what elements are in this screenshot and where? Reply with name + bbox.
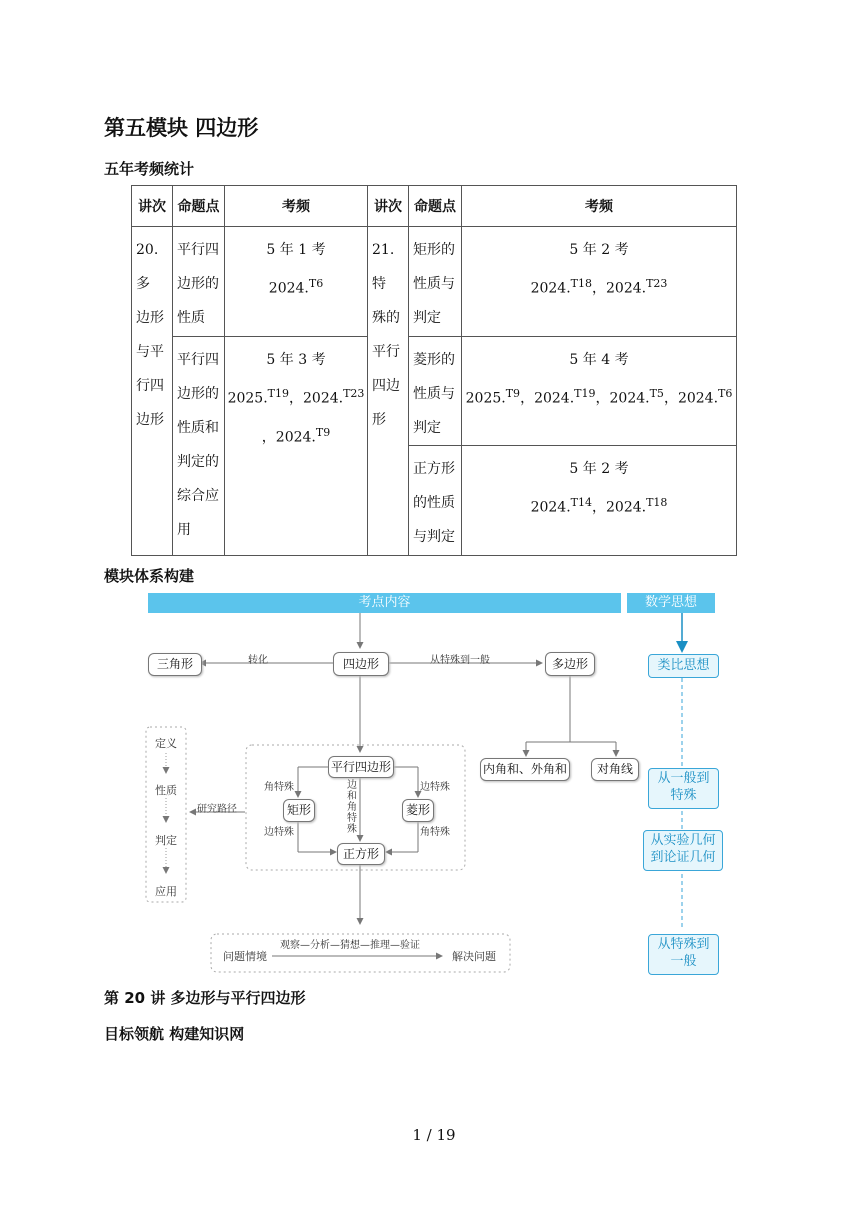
node-quadrilateral: 四边形 (333, 652, 389, 676)
right-point-cell (409, 227, 462, 337)
point-line: 平行四 (177, 242, 219, 258)
point-line: 边形的 (177, 386, 219, 402)
point-line: 菱形的 (413, 352, 455, 368)
right-freq-cell (462, 337, 737, 446)
ref-year: 2024. (530, 499, 571, 516)
table-header-row (132, 186, 737, 227)
freq-refs (462, 267, 736, 306)
ref-question: T23 (343, 387, 365, 400)
left-freq-text (225, 227, 367, 306)
freq-count: 5 年 3 考 (266, 352, 326, 368)
right-freq-text (462, 446, 736, 525)
right-point-text (409, 446, 461, 554)
point-line: 性质与 (413, 276, 455, 292)
right-lecture-cell (368, 227, 409, 556)
freq-refs: 2025.$^{T19}$，2024.$^{T23}$ (227, 387, 365, 407)
ref-year: ，2024. (261, 429, 316, 446)
point-line: 的性质 (413, 495, 455, 511)
point-line: 边形的 (177, 276, 219, 292)
ref-year: 2024. (609, 390, 650, 407)
thinking-special-to-general: 从特殊到 一般 (648, 934, 719, 975)
lecture-line: 20.多 (136, 242, 159, 292)
ref-question: T9 (505, 387, 521, 400)
freq-count: 5 年 2 考 (569, 461, 629, 477)
left-freq-text (225, 337, 367, 454)
label-side-special-left: 边特殊 (264, 827, 294, 838)
right-freq-cell (462, 446, 737, 556)
ref-question: T5 (649, 387, 664, 400)
right-point-cell (409, 337, 462, 446)
lecture-line: 与平 (136, 344, 164, 360)
right-lecture-text (368, 227, 408, 437)
ref-question: T23 (646, 277, 668, 290)
system-heading: 模块体系构建 (104, 567, 195, 585)
node-parallelogram: 平行四边形 (328, 756, 394, 778)
left-point-cell (173, 337, 225, 556)
freq-count: 5 年 2 考 (569, 242, 629, 258)
step-property: 性质 (155, 784, 177, 797)
node-rectangle: 矩形 (283, 799, 315, 822)
label-research-path: 研究路径 (197, 804, 237, 815)
label-process: 观察—分析—猜想—推理—验证 (280, 940, 420, 951)
left-freq-cell (225, 227, 368, 337)
target-heading: 目标领航 构建知识网 (104, 1025, 245, 1043)
ref-question: T18 (646, 496, 668, 509)
node-triangle: 三角形 (148, 653, 202, 676)
frequency-table (131, 185, 737, 556)
ref-year: 2025. (465, 390, 506, 407)
ref-sep: ， (663, 390, 678, 407)
label-convert: 转化 (248, 655, 268, 666)
freq-refs (225, 267, 367, 306)
lecture-line: 形 (372, 412, 386, 428)
point-line: 性质 (177, 310, 205, 326)
right-point-text (409, 227, 461, 335)
table-row (132, 227, 737, 337)
lecture-line: 行四 (136, 378, 164, 394)
left-point-cell (173, 227, 225, 337)
freq-refs (225, 416, 367, 455)
node-solve-problem: 解决问题 (452, 950, 496, 963)
lecture-line: 平行 (372, 344, 400, 360)
ref-year: 2024. (606, 280, 647, 297)
ref-year: 2024. (530, 280, 571, 297)
label-angle-special-right: 角特殊 (420, 827, 450, 838)
left-lecture-text (132, 227, 172, 437)
lecture-line: 21.特 (372, 242, 395, 292)
lecture-line: 殊的 (372, 310, 400, 326)
label-side-special-right: 边特殊 (420, 782, 450, 793)
point-line: 判定 (413, 310, 441, 326)
stats-heading: 五年考频统计 (104, 160, 195, 178)
ref-question: T9 (315, 425, 331, 439)
label-special-to-general: 从特殊到一般 (430, 655, 490, 666)
module-title: 第五模块 四边形 (104, 116, 259, 140)
point-line: 判定 (413, 420, 441, 436)
lecture-line: 边形 (136, 310, 164, 326)
ref-year: 2024. (303, 390, 344, 407)
node-diagonal: 对角线 (591, 758, 639, 781)
ref-question: T14 (570, 496, 592, 509)
point-line: 矩形的 (413, 242, 455, 258)
ref-question: T6 (718, 387, 733, 400)
table-row (132, 337, 737, 446)
header-point: 命题点 (173, 186, 225, 227)
banner-main: 考点内容 (358, 595, 411, 610)
right-point-cell (409, 446, 462, 556)
node-rhombus: 菱形 (402, 799, 434, 822)
point-line: 综合应 (177, 488, 219, 504)
ref-year: 2024. (268, 280, 309, 297)
node-problem-situation: 问题情境 (223, 950, 267, 963)
left-point-text (173, 337, 224, 547)
node-square: 正方形 (337, 843, 385, 865)
label-angle-special-left: 角特殊 (264, 782, 294, 793)
step-judgement: 判定 (155, 834, 177, 847)
header-lecture: 讲次 (132, 186, 173, 227)
node-polygon: 多边形 (545, 652, 595, 676)
freq-refs (462, 486, 736, 525)
lecture-heading: 第 20 讲 多边形与平行四边形 (104, 989, 306, 1007)
ref-sep: ， (592, 499, 606, 516)
point-line: 平行四 (177, 352, 219, 368)
point-line: 正方形 (413, 461, 455, 477)
ref-year: 2024. (606, 499, 647, 516)
point-line: 判定的 (177, 454, 219, 470)
header-lecture-2: 讲次 (368, 186, 409, 227)
right-freq-text (462, 337, 736, 416)
ref-year: 2025. (227, 390, 268, 407)
ref-year: 2024. (534, 390, 575, 407)
thinking-general-to-special: 从一般到 特殊 (648, 768, 719, 809)
freq-refs (462, 377, 736, 416)
header-point-2: 命题点 (409, 186, 462, 227)
thinking-experimental-to-proof: 从实验几何 到论证几何 (643, 830, 723, 871)
left-point-text (173, 227, 224, 335)
right-freq-text (462, 227, 736, 306)
thinking-analogy: 类比思想 (648, 654, 719, 678)
label-side-and-angle-special: 边和角特殊 (347, 780, 357, 835)
node-angle-sum: 内角和、外角和 (480, 758, 570, 781)
left-lecture-cell (132, 227, 173, 556)
lecture-line: 边形 (136, 412, 164, 428)
freq-count: 5 年 4 考 (569, 352, 629, 368)
right-freq-cell (462, 227, 737, 337)
right-point-text (409, 337, 461, 445)
step-application: 应用 (155, 885, 177, 898)
page-number: 1 / 19 (412, 1126, 456, 1144)
point-line: 用 (177, 522, 191, 538)
point-line: 性质和 (177, 420, 219, 436)
knowledge-diagram (140, 590, 730, 980)
ref-question: T19 (574, 387, 596, 400)
step-definition: 定义 (155, 737, 177, 750)
ref-sep: ， (520, 390, 535, 407)
freq-count: 5 年 1 考 (266, 242, 326, 258)
ref-question: T6 (308, 277, 324, 290)
banner-side: 数学思想 (644, 595, 697, 610)
ref-question: T18 (570, 277, 592, 290)
header-freq-2: 考频 (462, 186, 737, 227)
lecture-line: 四边 (372, 378, 400, 394)
ref-sep: ， (595, 390, 610, 407)
ref-year: 2024. (677, 390, 719, 407)
left-freq-cell (225, 337, 368, 556)
ref-question: T19 (267, 387, 289, 400)
ref-sep: ， (592, 280, 606, 297)
header-freq: 考频 (225, 186, 368, 227)
point-line: 性质与 (413, 386, 455, 402)
point-line: 与判定 (413, 529, 455, 545)
